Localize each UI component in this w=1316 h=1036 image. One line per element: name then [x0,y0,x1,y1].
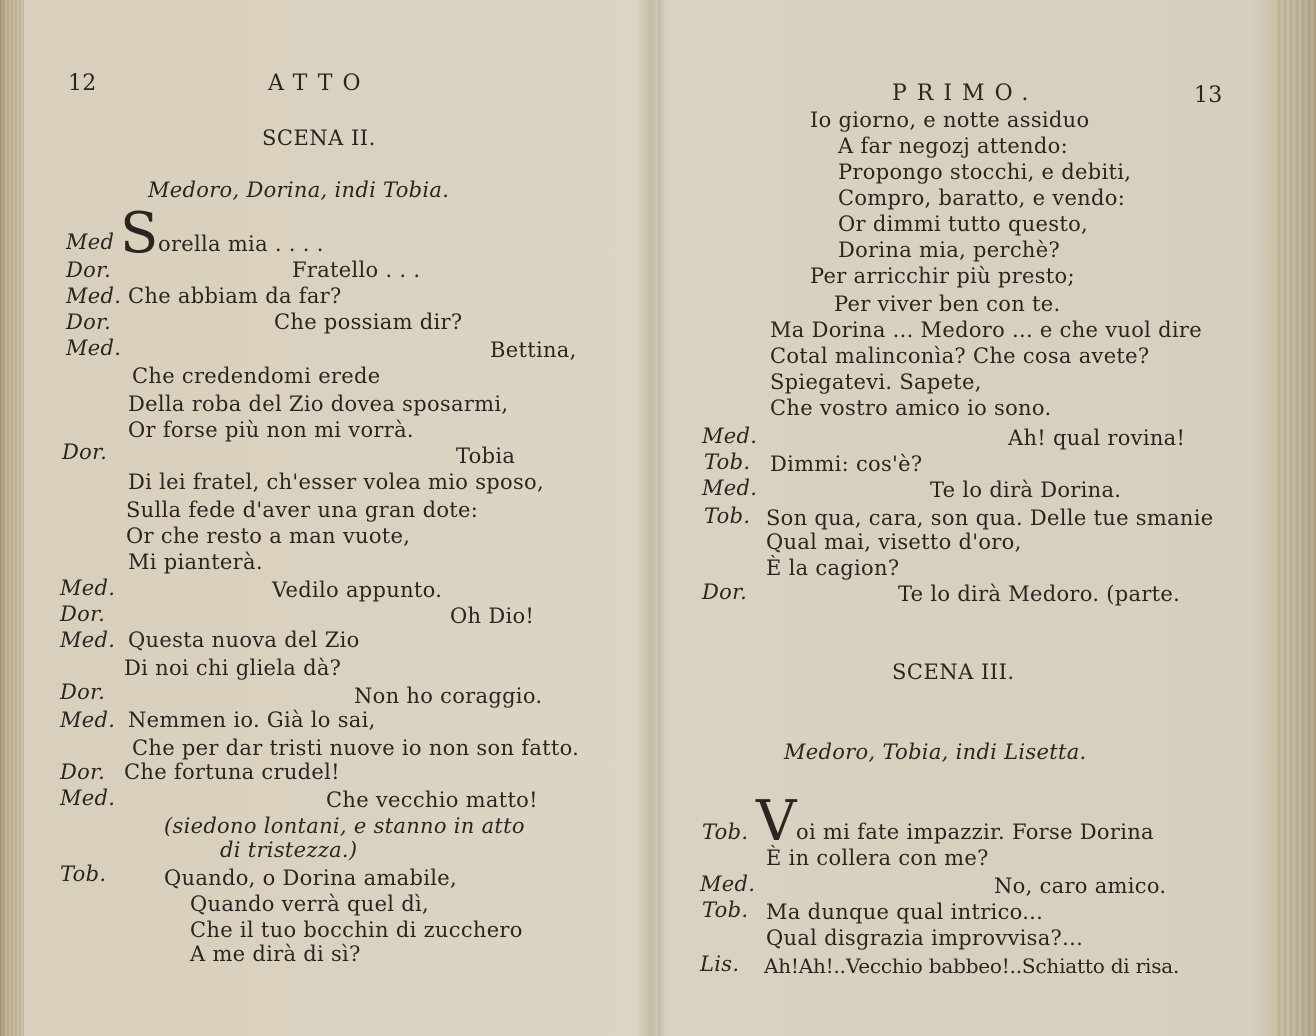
running-head: ATTO [268,71,371,96]
verse-line: Mi pianterà. [128,550,263,574]
verse-line: È in collera con me? [766,846,989,870]
speaker-label: Med. [66,284,122,308]
verse-line: Vedilo appunto. [272,578,443,602]
verse-line: Sulla fede d'aver una gran dote: [126,498,479,522]
verse-line: No, caro amico. [994,874,1167,898]
verse-line: Che abbiam da far? [128,284,342,308]
right-page-edges [1276,0,1316,1036]
verse-line: Nemmen io. Già lo sai, [128,708,376,732]
verse-line: orella mia . . . . [158,232,324,256]
verse-line: Quando, o Dorina amabile, [164,866,457,890]
verse-line: Per arricchir più presto; [810,264,1075,288]
verse-line: A me dirà di sì? [190,942,361,966]
verse-line: Oh Dio! [450,604,535,628]
verse-line: Che il tuo bocchin di zucchero [190,918,523,942]
scene-title: SCENA III. [892,660,1015,684]
speaker-label: Tob. [704,450,751,474]
drop-cap: S [120,201,159,266]
verse-line: Quando verrà quel dì, [190,892,430,916]
verse-line: È la cagion? [766,556,900,580]
verse-line: Son qua, cara, son qua. Delle tue smanie [766,506,1214,530]
speaker-label: Dor. [60,760,106,784]
verse-line: Te lo dirà Medoro. (parte. [898,582,1181,606]
verse-line: Compro, baratto, e vendo: [838,186,1126,210]
verse-line: Dimmi: cos'è? [770,452,923,476]
verse-line: Questa nuova del Zio [128,628,360,652]
left-page-edges [0,0,24,1036]
stage-direction: di tristezza.) [220,838,358,862]
verse-line: Ah!Ah!..Vecchio babbeo!..Schiatto di risa. [764,954,1180,978]
speaker-label: Dor. [60,602,106,626]
drop-cap: V [756,789,797,854]
speaker-label: Med [66,230,115,254]
speaker-label: Med. [60,708,116,732]
running-head: PRIMO. [892,81,1039,106]
scene-title: SCENA II. [262,126,376,150]
verse-line: Ma dunque qual intrico... [766,900,1044,924]
verse-line: Or dimmi tutto questo, [838,212,1088,236]
verse-line: Della roba del Zio dovea sposarmi, [128,392,509,416]
verse-line: Propongo stocchi, e debiti, [838,160,1132,184]
page-number: 13 [1194,83,1223,108]
verse-line: Che vecchio matto! [326,788,538,812]
verse-line: Cotal malinconìa? Che cosa avete? [770,344,1150,368]
verse-line: Di lei fratel, ch'esser volea mio sposo, [128,470,544,494]
verse-line: Che possiam dir? [274,310,463,334]
speaker-label: Dor. [60,680,106,704]
verse-line: oi mi fate impazzir. Forse Dorina [796,820,1154,844]
verse-line: A far negozj attendo: [838,134,1068,158]
speaker-label: Med. [66,336,122,360]
speaker-label: Dor. [702,580,748,604]
speaker-label: Med. [60,786,116,810]
speaker-label: Med. [60,576,116,600]
speaker-label: Dor. [66,258,112,282]
verse-line: Qual disgrazia improvvisa?... [766,926,1084,950]
speaker-label: Lis. [700,952,740,976]
verse-line: Or forse più non mi vorrà. [128,418,414,442]
speaker-label: Tob. [702,820,749,844]
speaker-label: Tob. [702,898,749,922]
verse-line: Ma Dorina ... Medoro ... e che vuol dire [770,318,1202,342]
right-page [660,0,1260,1036]
verse-line: Spiegatevi. Sapete, [770,370,982,394]
verse-line: Io giorno, e notte assiduo [810,108,1090,132]
verse-line: Ah! qual rovina! [1008,426,1186,450]
speaker-label: Med. [60,628,116,652]
scene-characters: Medoro, Tobia, indi Lisetta. [784,740,1087,764]
speaker-label: Tob. [60,862,107,886]
verse-line: Che credendomi erede [132,364,381,388]
speaker-label: Med. [700,872,756,896]
speaker-label: Dor. [62,440,108,464]
verse-line: Di noi chi gliela dà? [124,656,342,680]
verse-line: Fratello . . . [292,258,421,282]
verse-line: Qual mai, visetto d'oro, [766,530,1022,554]
verse-line: Per viver ben con te. [834,292,1061,316]
speaker-label: Med. [702,476,758,500]
verse-line: Te lo dirà Dorina. [930,478,1122,502]
stage-direction: (siedono lontani, e stanno in atto [164,814,525,838]
speaker-label: Dor. [66,310,112,334]
page-number: 12 [68,71,97,96]
verse-line: Non ho coraggio. [354,684,543,708]
verse-line: Or che resto a man vuote, [126,524,411,548]
verse-line: Dorina mia, perchè? [838,238,1061,262]
verse-line: Che fortuna crudel! [124,760,340,784]
verse-line: Tobia [456,444,516,468]
scene-characters: Medoro, Dorina, indi Tobia. [148,178,450,202]
left-page [24,0,640,1036]
speaker-label: Med. [702,424,758,448]
verse-line: Che per dar tristi nuove io non son fatto. [132,736,580,760]
verse-line: Che vostro amico io sono. [770,396,1052,420]
speaker-label: Tob. [704,504,751,528]
verse-line: Bettina, [490,338,577,362]
